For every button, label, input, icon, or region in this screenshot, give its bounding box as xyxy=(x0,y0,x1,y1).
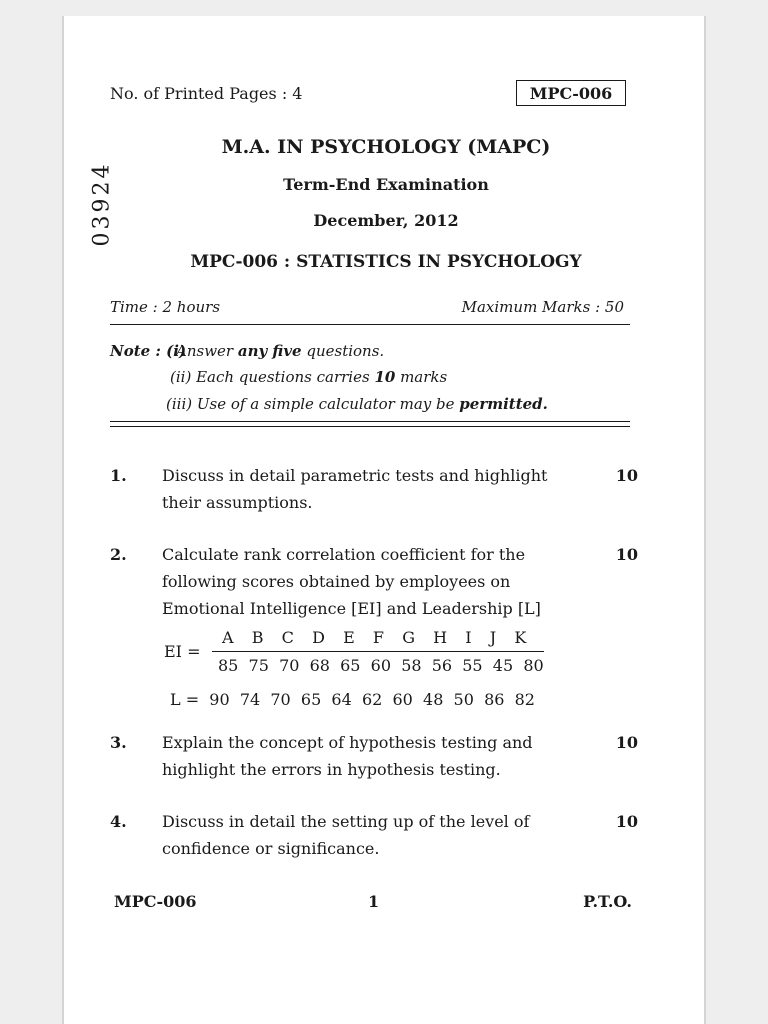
divider xyxy=(110,421,630,422)
note-item-3: (iii) Use of a simple calculator may be permitted. xyxy=(166,395,548,413)
question-text: Calculate rank correlation coefficient for the following scores obtained by employees on Emotional Intelligence [EI] and Leadership [L] xyxy=(162,545,541,618)
divider xyxy=(110,426,630,427)
pto-label: P.T.O. xyxy=(583,892,632,911)
question-marks: 10 xyxy=(615,733,638,752)
fraction-bar xyxy=(212,651,544,652)
exam-title: Term-End Examination xyxy=(283,175,489,194)
note-item-2: (ii) Each questions carries 10 marks xyxy=(170,368,448,386)
serial-number: 03924 xyxy=(89,161,115,247)
question-marks: 10 xyxy=(615,466,638,485)
question-text: Explain the concept of hypothesis testing and highlight the errors in hypothesis testing. xyxy=(162,733,533,779)
question-text: Discuss in detail parametric tests and highlight their assumptions. xyxy=(162,466,548,512)
employee-letters: A B C D E F G H I J K xyxy=(222,628,527,647)
question-marks: 10 xyxy=(615,545,638,564)
note-label: Note : (i) xyxy=(110,342,187,360)
ei-scores: 85 75 70 68 65 60 58 56 55 45 80 xyxy=(218,656,544,675)
maximum-marks: Maximum Marks : 50 xyxy=(461,298,624,316)
paper-code-box: MPC-006 xyxy=(516,80,626,106)
leadership-scores: L = 90 74 70 65 64 62 60 48 50 86 82 xyxy=(170,690,535,709)
time-allowed: Time : 2 hours xyxy=(110,298,221,316)
exam-page xyxy=(62,16,706,1024)
ei-label: EI = xyxy=(164,642,201,661)
question-text: Discuss in detail the setting up of the level of confidence or significance. xyxy=(162,812,530,858)
divider xyxy=(110,324,630,325)
exam-session: December, 2012 xyxy=(313,211,459,230)
question-number: 2. xyxy=(110,545,127,564)
program-title: M.A. IN PSYCHOLOGY (MAPC) xyxy=(221,136,551,158)
question-marks: 10 xyxy=(615,812,638,831)
question-number: 3. xyxy=(110,733,127,752)
question-number: 4. xyxy=(110,812,127,831)
printed-pages: No. of Printed Pages : 4 xyxy=(110,84,303,103)
course-title: MPC-006 : STATISTICS IN PSYCHOLOGY xyxy=(190,252,582,272)
question-number: 1. xyxy=(110,466,127,485)
note-item-1: Answer any five questions. xyxy=(176,342,385,360)
page-number: 1 xyxy=(368,892,380,911)
footer-code: MPC-006 xyxy=(114,892,197,911)
